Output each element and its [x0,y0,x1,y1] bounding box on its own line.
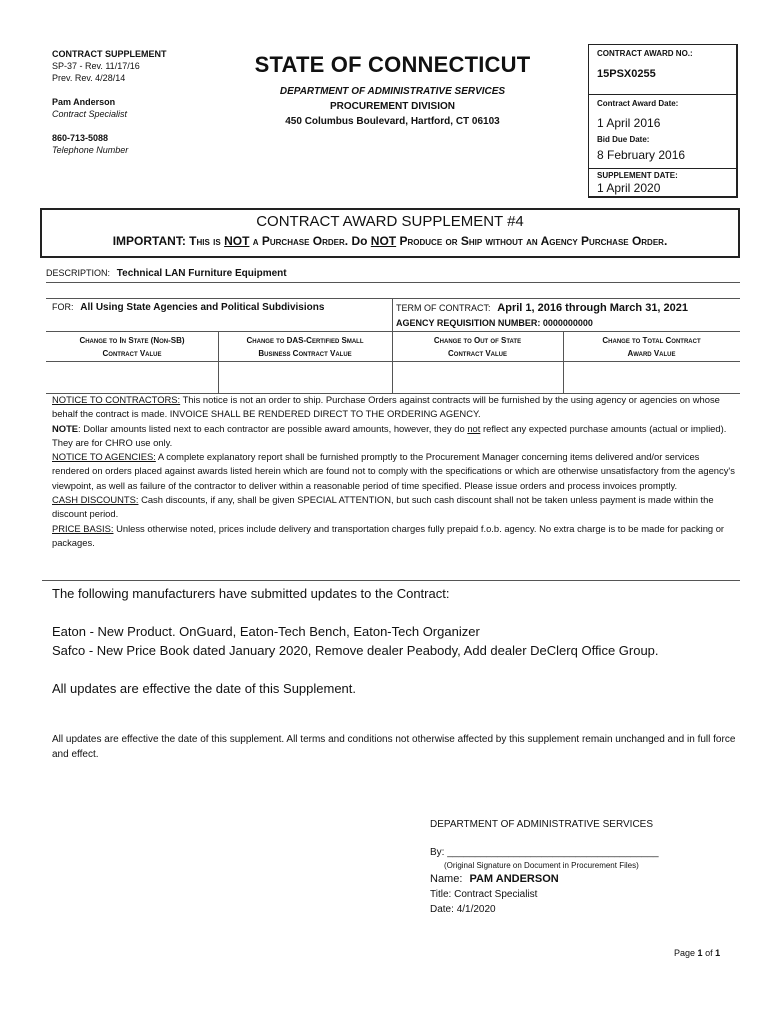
page-number: Page 1 of 1 [674,948,721,958]
signature-department: DEPARTMENT OF ADMINISTRATIVE SERVICES [430,819,654,830]
supplement-date-label: SUPPLEMENT DATE: [597,171,678,180]
bid-due-label: Bid Due Date: [597,135,650,144]
for-label: FOR: [52,302,74,312]
notice-to-contractors: NOTICE TO CONTRACTORS: This notice is not an order to ship. Purchase Orders against contracts will be furnished by the using agency or agencies on whose behalf the contract is made. INVOICE SHALL BE RENDERED DIRECT TO THE ORDERING AGENCY. [52,394,720,420]
supplement-date: 1 April 2020 [597,181,661,195]
for-cell [52,302,392,313]
change-out-of-state-header: Change to Out of State Contract Value [433,336,522,358]
phone-label: Telephone Number [52,145,129,155]
not-emphasis: NOT [224,234,250,248]
supplement-title: CONTRACT AWARD SUPPLEMENT #4 [256,213,524,230]
department-address: 450 Columbus Boulevard, Hartford, CT 06103 [285,116,500,127]
award-number-section [589,45,736,95]
for-value: All Using State Agencies and Political Subdivisions [80,302,325,313]
signature-title: Title: Contract Specialist [430,889,538,900]
department-name: DEPARTMENT OF ADMINISTRATIVE SERVICES [279,86,506,97]
important-label: IMPORTANT: [112,234,186,248]
not-emphasis-2: NOT [370,234,397,248]
form-revision: SP-37 - Rev. 11/17/16 [52,61,140,71]
header-left [52,48,242,156]
requisition-value: 0000000000 [542,318,593,328]
cash-discounts: CASH DISCOUNTS: Cash discounts, if any, shall be given SPECIAL ATTENTION, but such cash discount shall not be taken unless payment is made within the discount period. [52,494,714,520]
produce-text: Produce or Ship without an Agency Purchase Order. [399,234,668,248]
closing-paragraph: All updates are effective the date of this supplement. All terms and conditions not otherwise affected by this supplement remain unchanged and in full force and effect. [52,734,736,760]
award-date: 1 April 2016 [597,116,661,130]
division-name: PROCUREMENT DIVISION [329,101,455,112]
important-notice [42,234,738,248]
notice-to-agencies: NOTICE TO AGENCIES: A complete explanatory report shall be furnished promptly to the Procurement Manager concerning items delivered and/or services rendered on orders placed against awards listed herein which are found not to comply with the specifications or which are otherwise unsatisfactory from the agency's viewpoint, as well as failure of the contractor to deliver within a reasonable period of time specified. Please issue orders and process invoices promptly. [52,451,735,491]
award-info-box [588,44,738,198]
award-number: 15PSX0255 [597,68,656,80]
body-line-safco: Safco - New Price Book dated January 2020, Remove dealer Peabody, Add dealer DeClerq Office Group. [52,643,659,658]
change-in-state-header: Change to In State (Non-SB) Contract Value [79,336,185,358]
supplement-banner [40,208,740,258]
price-basis: PRICE BASIS: Unless otherwise noted, prices include delivery and transportation charges fully prepaid f.o.b. agency. No extra charge is to be made for packing or packages. [52,522,725,548]
requisition-label: AGENCY REQUISITION NUMBER: [396,318,541,328]
contact-phone: 860-713-5088 [52,133,109,143]
body-line-effective: All updates are effective the date of this Supplement. [52,681,357,696]
contact-name: Pam Anderson [52,97,116,107]
award-number-label: CONTRACT AWARD NO.: [597,49,693,58]
note: NOTE: Dollar amounts listed next to each contractor are possible award amounts, however, they do not reflect any expected purchase amounts (actual or implied). They are for CHRO use only. [52,422,727,448]
signature-name: Name: PAM ANDERSON [430,873,559,885]
term-value: April 1, 2016 through March 31, 2021 [497,302,689,314]
signature-note: (Original Signature on Document in Procurement Files) [444,861,639,870]
this-is-text: This is [189,234,221,248]
form-title: CONTRACT SUPPLEMENT [52,49,167,59]
signature-date: Date: 4/1/2020 [430,904,496,915]
supplement-date-section [589,169,736,197]
contract-value-table [46,298,740,393]
requisition-cell [396,318,740,328]
term-label: TERM OF CONTRACT: [396,303,491,313]
contact-title: Contract Specialist [52,109,128,119]
purchase-order-text: a Purchase Order. [252,234,349,248]
bid-due-section [589,135,736,169]
award-date-section [589,95,736,138]
notices-section [52,393,736,550]
page-title: STATE OF CONNECTICUT [254,52,531,77]
change-total-header: Change to Total Contract Award Value [602,336,701,358]
form-previous-revision: Prev. Rev. 4/28/14 [52,73,126,83]
signature-block [430,817,730,917]
change-small-business-header: Change to DAS-Certified Small Business Contract Value [246,336,364,358]
header-center [250,52,535,127]
description-value: Technical LAN Furniture Equipment [116,268,287,279]
bid-due-date: 8 February 2016 [597,148,686,162]
term-cell [396,302,740,314]
supplement-body [52,584,742,698]
description-label: DESCRIPTION: [46,268,111,278]
award-date-label: Contract Award Date: [597,99,679,108]
body-intro: The following manufacturers have submitted updates to the Contract: [52,586,450,601]
description-row [46,268,740,283]
body-line-eaton: Eaton - New Product. OnGuard, Eaton-Tech Bench, Eaton-Tech Organizer [52,624,480,639]
do-text: Do [351,234,368,248]
signature-line: By: ______________________________________ [430,847,659,858]
divider [42,580,740,581]
